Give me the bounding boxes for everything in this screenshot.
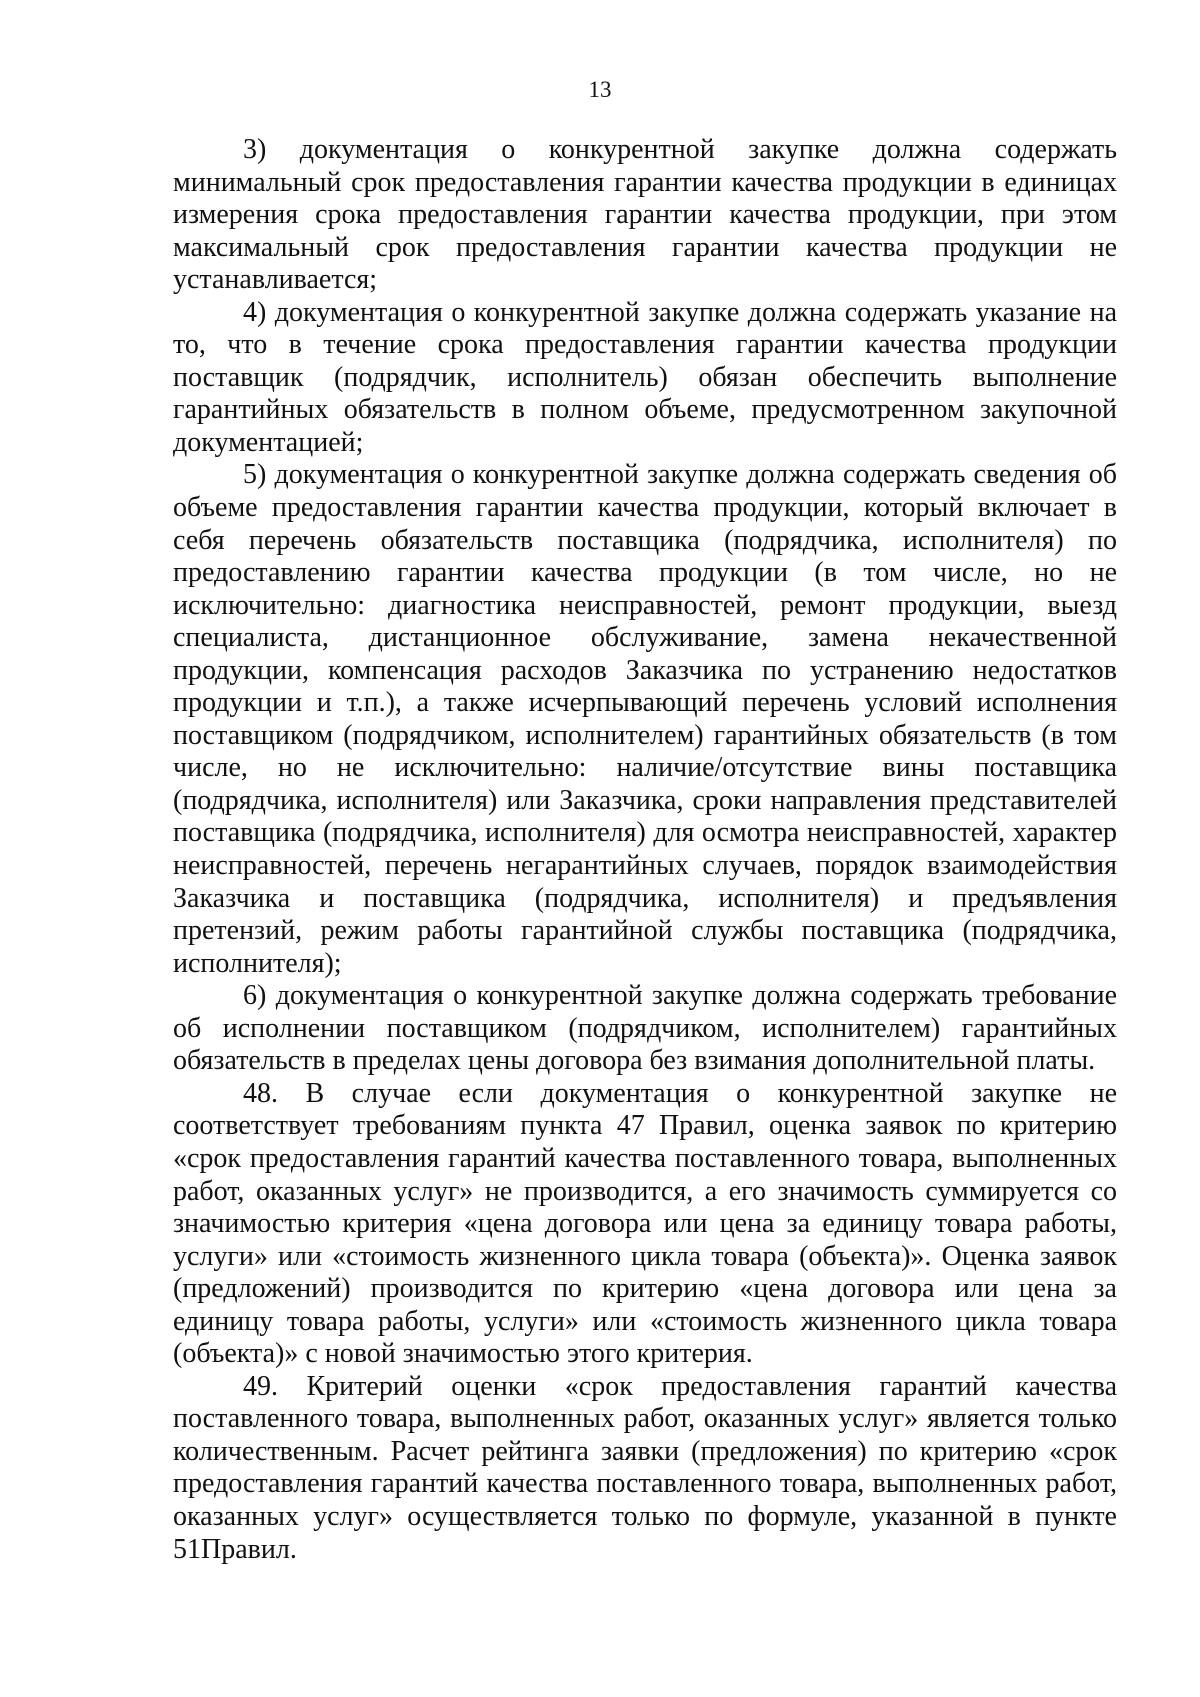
paragraph-item-3: 3) документация о конкурентной закупке должна содержать минимальный срок предоставления гарантии качества продукции в единицах измерения срока предоставления гарантии качества продукции, при этом максимальный срок предоставления гарантии качества продукции не устанавливается; — [173, 134, 1117, 296]
page-number: 13 — [588, 77, 612, 102]
paragraph-clause-49: 49. Критерий оценки «срок предоставления гарантий качества поставленного товара, выполненных работ, оказанных услуг» является только количественным. Расчет рейтинга заявки (предложения) по критерию «срок предоставления гарантий качества поставленного товара, выполненных работ, оказанных услуг» осуществляется только по формуле, указанной в пункте 51Правил. — [173, 1370, 1117, 1565]
paragraph-clause-48: 48. В случае если документация о конкурентной закупке не соответствует требованиям пункта 47 Правил, оценка заявок по критерию «срок предоставления гарантий качества поставленного товара, выполненных работ, оказанных услуг» не производится, а его значимость суммируется со значимостью критерия «цена договора или цена за единицу товара работы, услуги» или «стоимость жизненного цикла товара (объекта)». Оценка заявок (предложений) производится по критерию «цена договора или цена за единицу товара работы, услуги» или «стоимость жизненного цикла товара (объекта)» с новой значимостью этого критерия. — [173, 1077, 1117, 1370]
paragraph-item-6: 6) документация о конкурентной закупке должна содержать требование об исполнении поставщиком (подрядчиком, исполнителем) гарантийных обязательств в пределах цены договора без взимания дополнительной платы. — [173, 980, 1117, 1077]
paragraph-item-5: 5) документация о конкурентной закупке должна содержать сведения об объеме предоставления гарантии качества продукции, который включает в себя перечень обязательств поставщика (подрядчика, исполнителя) по предоставлению гарантии качества продукции (в том числе, но не исключительно: диагностика неисправностей, ремонт продукции, выезд специалиста, дистанционное обслуживание, замена некачественной продукции, компенсация расходов Заказчика по устранению недостатков продукции и т.п.), а также исчерпывающий перечень условий исполнения поставщиком (подрядчиком, исполнителем) гарантийных обязательств (в том числе, но не исключительно: наличие/отсутствие вины поставщика (подрядчика, исполнителя) или Заказчика, сроки направления представителей поставщика (подрядчика, исполнителя) для осмотра неисправностей, характер неисправностей, перечень негарантийных случаев, порядок взаимодействия Заказчика и поставщика (подрядчика, исполнителя) и предъявления претензий, режим работы гарантийной службы поставщика (подрядчика, исполнителя); — [173, 459, 1117, 979]
paragraph-item-4: 4) документация о конкурентной закупке должна содержать указание на то, что в течение срока предоставления гарантии качества продукции поставщик (подрядчик, исполнитель) обязан обеспечить выполнение гарантийных обязательств в полном объеме, предусмотренном закупочной документацией; — [173, 296, 1117, 458]
document-body — [173, 134, 1117, 1566]
